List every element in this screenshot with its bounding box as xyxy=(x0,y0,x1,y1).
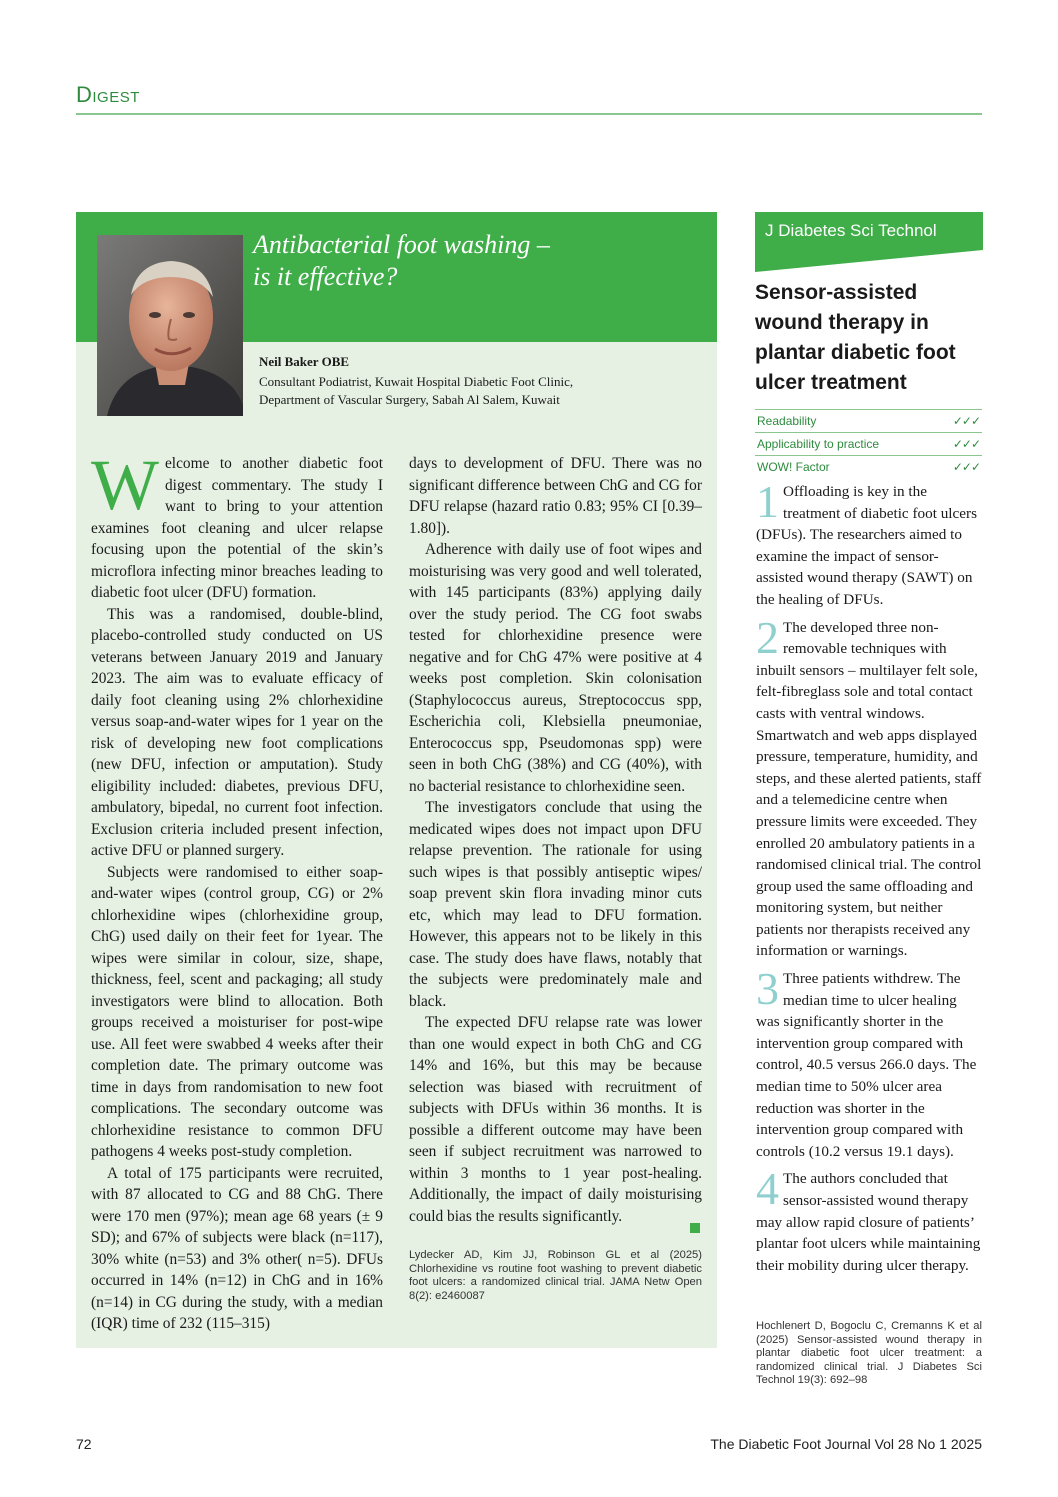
point-number: 3 xyxy=(756,963,779,1015)
point-4: 4 The authors concluded that sensor-assisted wound therapy may allow rapid closure of patients’ plantar foot ulcers while maintaining their mobility during ulcer therapy. xyxy=(756,1163,981,1274)
article-title-line2: is it effective? xyxy=(253,262,398,291)
rating-wow-factor xyxy=(755,455,982,478)
check-icon: ✓✓✓ xyxy=(952,414,980,428)
rating-applicability xyxy=(755,432,982,455)
point-1: 1 Offloading is key in the treatment of diabetic foot ulcers (DFUs). The researchers aimed to examine the impact of sensor-assisted wound therapy (SAWT) on the healing of DFUs. xyxy=(756,476,977,608)
side-article-title: Sensor-assisted wound therapy in plantar diabetic foot ulcer treatment xyxy=(755,281,956,394)
page-number: 72 xyxy=(76,1436,92,1452)
author-affiliation-2: Department of Vascular Surgery, Sabah Al Salem, Kuwait xyxy=(259,392,560,407)
drop-cap: W xyxy=(91,445,159,525)
point-number: 4 xyxy=(756,1163,779,1215)
point-3: 3 Three patients withdrew. The median time to ulcer healing was significantly shorter in the intervention group compared with control, 40.5 versus 266.0 days. The median time to 50% ulcer area reduction was shorter in the intervention group compared with controls (10.2 versus 19.1 days). xyxy=(756,963,977,1160)
footer-journal: The Diabetic Foot Journal Vol 28 No 1 2025 xyxy=(710,1436,982,1452)
journal-tab-point xyxy=(755,250,983,272)
end-mark xyxy=(690,1223,700,1233)
point-2: 2 The developed three non-removable techniques with inbuilt sensors – multilayer felt sole, felt-fibreglass sole and total contact casts with ventral windows. Smartwatch and web apps displayed pressure, temperature, humidity, and steps, and these alerted patients, staff and a telemedicine centre when pressure limits were exceeded. They enrolled 20 ambulatory patients in a randomised clinical trial. The control group used the same offloading and monitoring system, but neither patients nor therapists received any information or warnings. xyxy=(756,611,982,960)
article-column-1 xyxy=(91,445,383,1335)
rating-label: Applicability to practice xyxy=(757,437,880,451)
paragraph: Welcome to another diabetic foot digest commentary. The study I want to bring to your attention examines foot cleaning and ulcer relapse focusing upon the potential of the skin’s microflora infecting minor breaches leading to diabetic foot ulcer (DFU) formation. xyxy=(91,445,383,601)
rating-readability xyxy=(755,409,982,432)
article-title-line1: Antibacterial foot washing – xyxy=(253,230,550,259)
side-reference: Hochlenert D, Bogoclu C, Cremanns K et al (2025) Sensor-assisted wound therapy in plantar diabetic foot ulcer treatment: a randomized clinical trial. J Diabetes Sci Technol 19(3): 692–98 xyxy=(756,1320,982,1386)
point-number: 1 xyxy=(756,476,779,527)
rating-label: Readability xyxy=(757,414,817,428)
paragraph: Subjects were randomised to either soap-and-water wipes (control group, CG) or 2% chlorhexidine wipes (chlorhexidine group, ChG) used daily on their feet for 1year. The wipes were similar in colour, size, shape, thickness, feel, scent and packaging; all study investigators were blind to allocation. Both groups received a moisturiser for post-wipe use. All feet were swabbed 4 weeks after their completion date. The primary outcome was time in days from randomisation to new foot complications. The secondary outcome was chlorhexidine resistance to common DFU pathogens 4 weeks post-study completion. xyxy=(91,863,383,1160)
main-reference: Lydecker AD, Kim JJ, Robinson GL et al (2025) Chlorhexidine vs routine foot washing to prevent diabetic foot ulcers: a randomized clinical trial. JAMA Netw Open 8(2): e2460087 xyxy=(409,1249,702,1302)
article-title xyxy=(253,229,693,293)
author-photo xyxy=(97,235,243,416)
paragraph: This was a randomised, double-blind, placebo-controlled study conducted on US veterans between January 2019 and January 2023. The aim was to evaluate efficacy of daily foot cleaning using 2% chlorhexidine versus soap-and-water wipes for 1 year on the risk of developing new foot complications (new DFU, infection or amputation). Study eligibility included: diabetes, previous DFU, ambulatory, bipedal, no current foot infection. Exclusion criteria included present infection, active DFU or planned surgery. xyxy=(91,605,383,859)
side-points xyxy=(756,476,984,1282)
point-number: 2 xyxy=(756,611,779,663)
paragraph: A total of 175 participants were recruited, with 87 allocated to CG and 88 ChG. There were 170 men (97%); mean age 68 years (± 9 SD); and 67% of subjects were black (n=117), 30% white (n=53) and 3% other( n=5). DFUs occurred in 14% (n=12) in ChG and in 16% (n=14) in CG during the study, with a median (IQR) time of 232 (115–315) xyxy=(91,1164,383,1332)
paragraph: days to development of DFU. There was no significant difference between ChG and CG for DFU relapse (hazard ratio 0.83; 95% CI [0.39–1.80]). xyxy=(409,455,702,537)
author-name: Neil Baker OBE xyxy=(259,354,350,369)
header-rule xyxy=(76,113,982,115)
journal-tab: J Diabetes Sci Technol xyxy=(755,212,983,250)
check-icon: ✓✓✓ xyxy=(952,437,980,451)
paragraph: Adherence with daily use of foot wipes and moisturising was very good and well tolerated, with 145 participants (83%) applying daily over the study period. The CG foot swabs tested for chlorhexidine presence were negative and for ChG 47% were positive at 4 weeks post completion. Skin colonisation (Staphylococcus aureus, Streptococcus spp, Escherichia coli, Klebsiella pneumoniae, Enterococcus spp, Pseudomonas spp) were seen in both ChG (38%) and CG (40%), with no bacterial resistance to chlorhexidine seen. xyxy=(409,541,702,795)
author-portrait-illustration xyxy=(97,235,243,416)
paragraph: The expected DFU relapse rate was lower than one would expect in both ChG and CG 14% and 16%, but this may be because selection was biased with recruitment of subjects with DFUs within 36 months. It is possible a different outcome may have been seen if subject recruitment was narrowed to within 3 months to 1 year post-healing. Additionally, the impact of daily moisturising could bias the results significantly. xyxy=(409,1014,702,1225)
section-header: Digest xyxy=(76,82,140,107)
check-icon: ✓✓✓ xyxy=(952,460,980,474)
rating-label: WOW! Factor xyxy=(757,460,830,474)
paragraph: The investigators conclude that using the medicated wipes does not impact upon DFU relapse prevention. The rationale for using such wipes is that possibly antiseptic wipes/ soap prevent skin flora invading minor cuts etc, which may lead to DFU formation. However, this appears not to be likely in this case. The study does have flaws, notably that the subjects were predominately male and black. xyxy=(409,799,702,1010)
author-affiliation-1: Consultant Podiatrist, Kuwait Hospital Diabetic Foot Clinic, xyxy=(259,374,574,389)
article-column-2 xyxy=(409,453,702,1227)
